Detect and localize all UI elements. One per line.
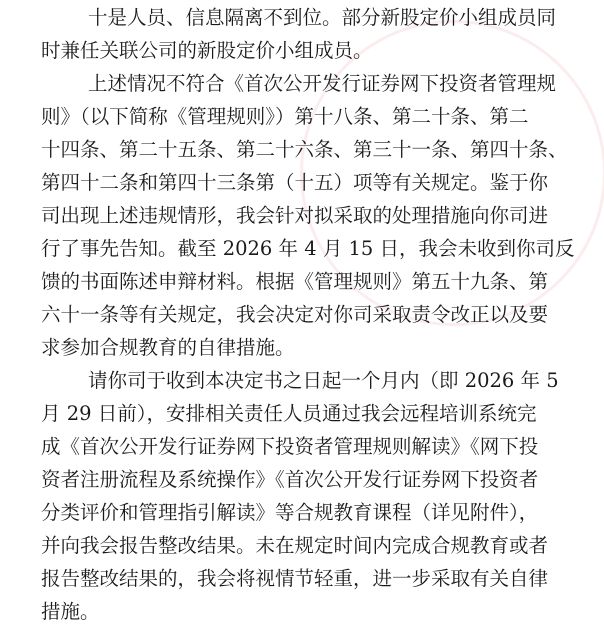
text-line-4: 则》（以下简称《管理规则》）第十八条、第二十条、第二 xyxy=(41,105,529,128)
text-line-14: 成《首次公开发行证券网下投资者管理规则解读》《网下投 xyxy=(41,435,539,458)
text-line-11: 求参加合规教育的自律措施。 xyxy=(41,336,295,359)
text-line-18: 报告整改结果的，我会将视情节轻重，进一步采取有关自律 xyxy=(41,567,549,590)
text-line-15: 资者注册流程及系统操作》《首次公开发行证券网下投资者 xyxy=(41,468,539,491)
text-line-13: 月 29 日前），安排相关责任人员通过我会远程培训系统完 xyxy=(41,402,537,425)
text-line-19: 措施。 xyxy=(41,600,100,623)
text-line-17: 并向我会报告整改结果。未在规定时间内完成合规教育或者 xyxy=(41,534,549,557)
text-line-6: 第四十二条和第四十三条第（十五）项等有关规定。鉴于你 xyxy=(41,171,549,194)
text-line-16: 分类评价和管理指引解读》等合规教育课程（详见附件）， xyxy=(41,501,539,524)
text-line-10: 六十一条等有关规定，我会决定对你司采取责令改正以及要 xyxy=(41,303,549,326)
text-line-3: 上述情况不符合《首次公开发行证券网下投资者管理规 xyxy=(88,72,557,95)
text-line-7: 司出现上述违规情形，我会针对拟采取的处理措施向你司进 xyxy=(41,204,549,227)
text-line-9: 馈的书面陈述申辩材料。根据《管理规则》第五十九条、第 xyxy=(41,270,549,293)
text-line-8: 行了事先告知。截至 2026 年 4 月 15 日，我会未收到你司反 xyxy=(41,237,575,260)
text-line-5: 十四条、第二十五条、第二十六条、第三十一条、第四十条、 xyxy=(41,138,568,161)
text-line-12: 请你司于收到本决定书之日起一个月内（即 2026 年 5 xyxy=(88,369,559,392)
text-line-1: 十是人员、信息隔离不到位。部分新股定价小组成员同 xyxy=(88,6,557,29)
text-line-2: 时兼任关联公司的新股定价小组成员。 xyxy=(41,39,373,62)
